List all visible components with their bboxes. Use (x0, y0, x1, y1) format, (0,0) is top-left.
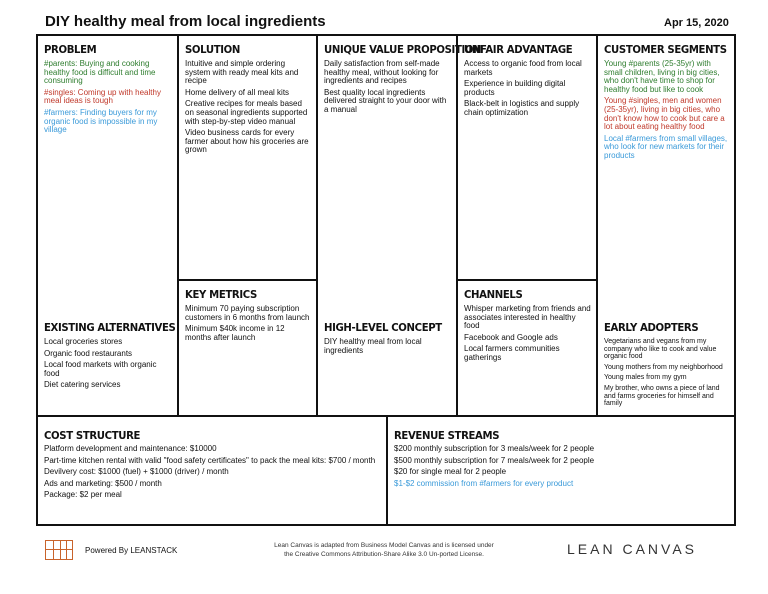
revenue-streams-heading: REVENUE STREAMS (394, 429, 500, 442)
cost-item: Part-time kitchen rental with valid "food safety certificates" to pack the meal kits: $700 / month (44, 455, 376, 465)
customer-segment-item: Young #parents (25-35yr) with small children, living in big cities, who don't have time to shop for healthy food but like to cook (604, 59, 720, 94)
key-metrics-heading: KEY METRICS (185, 288, 257, 301)
revenue-streams-section (386, 415, 734, 524)
unfair-advantage-heading: UNFAIR ADVANTAGE (464, 43, 573, 56)
uvp-section (316, 36, 482, 281)
powered-by (45, 540, 177, 560)
canvas-date: Apr 15, 2020 (664, 17, 729, 29)
channel-item: Local farmers communities gatherings (464, 344, 560, 362)
problem-heading: PROBLEM (44, 43, 97, 56)
alternative-item: Local groceries stores (44, 337, 123, 346)
channels-list (464, 305, 592, 363)
leanstack-logo-icon (45, 540, 73, 560)
unfair-advantage-item: Access to organic food from local markets (464, 59, 582, 77)
customer-segments-heading: CUSTOMER SEGMENTS (604, 43, 727, 56)
channels-section (456, 279, 598, 417)
revenue-item: $20 for single meal for 2 people (394, 467, 507, 477)
existing-alternatives-heading: EXISTING ALTERNATIVES (44, 321, 176, 334)
unfair-advantage-item: Black-belt in logistics and supply chain optimization (464, 99, 580, 117)
cost-item: Package: $2 per meal (44, 490, 122, 500)
channel-item: Whisper marketing from friends and associates interested in healthy food (464, 304, 591, 331)
problem-item: #singles: Coming up with healthy meal ideas is tough (44, 87, 161, 106)
existing-alternatives-list (44, 338, 172, 390)
uvp-heading: UNIQUE VALUE PROPOSITION (324, 43, 482, 56)
high-level-concept-list (324, 338, 452, 355)
early-adopter-item: Young mothers from my neighborhood (604, 363, 723, 371)
early-adopters-section (596, 281, 734, 417)
solution-item: Video business cards for every farmer about how his groceries are grown (185, 128, 309, 155)
key-metrics-list (185, 305, 312, 342)
customer-segments-list (604, 60, 728, 161)
high-level-concept-heading: HIGH-LEVEL CONCEPT (324, 321, 442, 334)
key-metric-item: Minimum $40k income in 12 months after launch (185, 324, 285, 342)
problem-item: #farmers: Finding buyers for my organic food is impossible in my village (44, 107, 158, 135)
key-metrics-section (177, 279, 318, 417)
cost-item: Devilvery cost: $1000 (fuel) + $1000 (driver) / month (44, 467, 229, 477)
solution-item: Intuitive and simple ordering system with ready meal kits and recipe (185, 59, 299, 86)
solution-item: Home delivery of all meal kits (185, 87, 290, 97)
uvp-list (324, 60, 452, 115)
revenue-item: $200 monthly subscription for 3 meals/week for 2 people (394, 444, 595, 453)
uvp-item: Best quality local ingredients delivered straight to your door with a manual (324, 87, 447, 114)
customer-segment-item: Young #singles, men and women (25-35yr), living in big cities, who don't know how to cook but care a lot about eating healthy food (604, 96, 725, 132)
revenue-item: $1-$2 commission from #farmers for every product (394, 478, 574, 488)
alternative-item: Local food markets with organic food (44, 360, 157, 378)
cost-item: Ads and marketing: $500 / month (44, 478, 162, 488)
unfair-advantage-list (464, 60, 592, 118)
problem-section (38, 43, 178, 283)
license-line: Lean Canvas is adapted from Business Model Canvas and is licensed under (274, 542, 494, 549)
revenue-item: $500 monthly subscription for 7 meals/week for 2 people (394, 455, 595, 465)
channels-heading: CHANNELS (464, 288, 523, 301)
solution-list (185, 60, 312, 155)
existing-alternatives-section (38, 321, 178, 416)
early-adopter-item: Young males from my gym (604, 374, 687, 382)
cost-item: Platform development and maintenance: $10000 (44, 444, 217, 453)
early-adopters-heading: EARLY ADOPTERS (604, 321, 699, 334)
powered-by-label[interactable]: Powered By LEANSTACK (85, 545, 178, 555)
solution-item: Creative recipes for meals based on seasonal ingredients supported with step-by-step video manual (185, 99, 308, 126)
high-level-concept-item: DIY healthy meal from local ingredients (324, 337, 422, 355)
unfair-advantage-section (456, 36, 598, 281)
lean-canvas-brand: LEAN CANVAS (567, 541, 697, 557)
uvp-item: Daily satisfaction from self-made healthy meal, without looking for ingredients and recipes (324, 59, 440, 86)
alternative-item: Organic food restaurants (44, 348, 133, 358)
customer-segment-item: Local #farmers from small villages, who look for new markets for their products (604, 133, 728, 160)
problem-item: #parents: Buying and cooking healthy food is difficult and time consuming (44, 59, 156, 86)
solution-heading: SOLUTION (185, 43, 240, 56)
problem-list (44, 60, 172, 135)
canvas-title: DIY healthy meal from local ingredients (45, 13, 326, 30)
unfair-advantage-item: Experience in building digital products (464, 79, 566, 97)
customer-segments-section (596, 36, 734, 281)
early-adopter-item: Vegetarians and vegans from my company who like to cook and value organic food (604, 338, 717, 361)
early-adopters-list (604, 338, 728, 408)
alternative-item: Diet catering services (44, 380, 121, 390)
high-level-concept-section (316, 281, 458, 417)
solution-section (177, 36, 318, 281)
revenue-streams-list (394, 445, 728, 488)
cost-structure-heading: COST STRUCTURE (44, 429, 141, 442)
early-adopter-item: My brother, who owns a piece of land and farms groceries for himself and family (604, 384, 720, 408)
cost-structure-list (44, 445, 382, 500)
license-text (246, 541, 522, 559)
key-metric-item: Minimum 70 paying subscription customers in 6 months from launch (185, 304, 310, 322)
lean-canvas (36, 34, 736, 526)
license-line[interactable]: the Creative Commons Attribution-Share Alike 3.0 Un-ported License. (284, 551, 484, 558)
channel-item: Facebook and Google ads (464, 332, 558, 342)
cost-structure-section (38, 415, 388, 524)
